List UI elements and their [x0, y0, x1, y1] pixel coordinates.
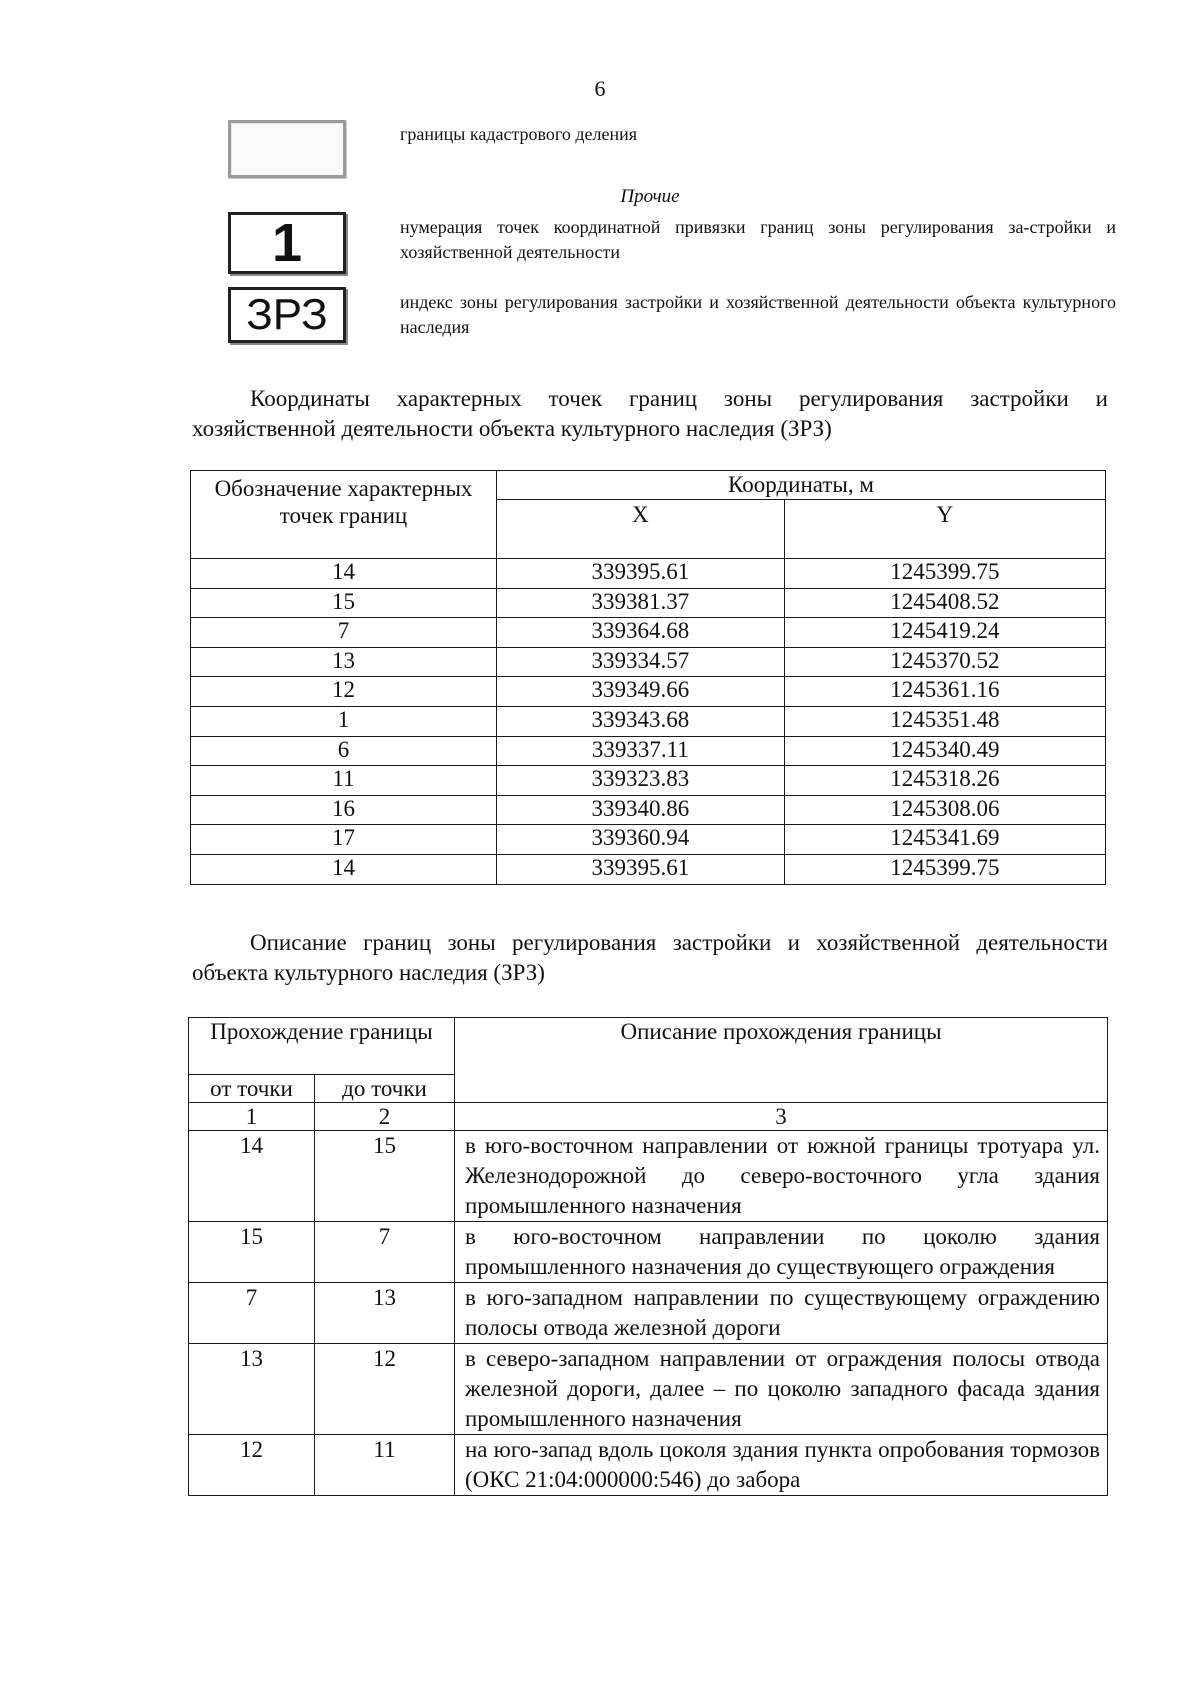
x-cell: 339360.94	[497, 825, 785, 855]
table-row	[191, 677, 1106, 707]
zone-index-icon: ЗРЗ	[228, 287, 346, 343]
table-row	[191, 854, 1106, 884]
col-point-header: Обозначение характерных точек границ	[191, 471, 497, 559]
table-row	[191, 766, 1106, 796]
x-cell: 339395.61	[497, 854, 785, 884]
point-cell: 7	[191, 618, 497, 648]
y-cell: 1245318.26	[784, 766, 1105, 796]
point-cell: 16	[191, 795, 497, 825]
description-cell: в юго-восточном направлении от южной границы тротуара ул. Железнодорожной до северо-восточного угла здания промышленного назначения	[455, 1131, 1108, 1222]
point-cell: 15	[191, 588, 497, 618]
col-x-header: X	[497, 500, 785, 559]
from-point-cell: 13	[189, 1344, 315, 1435]
col-desc-header: Описание прохождения границы	[455, 1018, 1108, 1103]
col-to-header: до точки	[315, 1075, 455, 1103]
to-point-cell: 15	[315, 1131, 455, 1222]
table-row	[189, 1283, 1108, 1344]
to-point-cell: 12	[315, 1344, 455, 1435]
col-num-1: 1	[189, 1103, 315, 1131]
to-point-cell: 11	[315, 1435, 455, 1496]
x-cell: 339364.68	[497, 618, 785, 648]
description-cell: на юго-запад вдоль цоколя здания пункта опробования тормозов (ОКС 21:04:000000:546) до забора	[455, 1435, 1108, 1496]
table-row	[191, 736, 1106, 766]
from-point-cell: 12	[189, 1435, 315, 1496]
table-row	[189, 1131, 1108, 1222]
col-num-2: 2	[315, 1103, 455, 1131]
table-row	[189, 1222, 1108, 1283]
y-cell: 1245408.52	[784, 588, 1105, 618]
from-point-cell: 14	[189, 1131, 315, 1222]
x-cell: 339381.37	[497, 588, 785, 618]
table-row	[191, 647, 1106, 677]
y-cell: 1245399.75	[784, 854, 1105, 884]
x-cell: 339323.83	[497, 766, 785, 796]
y-cell: 1245341.69	[784, 825, 1105, 855]
point-cell: 12	[191, 677, 497, 707]
table-row	[189, 1435, 1108, 1496]
point-cell: 1	[191, 706, 497, 736]
description-cell: в юго-западном направлении по существующему ограждению полосы отвода железной дороги	[455, 1283, 1108, 1344]
page-number: 6	[594, 76, 606, 101]
x-cell: 339340.86	[497, 795, 785, 825]
x-cell: 339395.61	[497, 559, 785, 589]
table-row	[191, 588, 1106, 618]
col-coords-header: Координаты, м	[497, 471, 1106, 500]
point-cell: 14	[191, 854, 497, 884]
coords-heading: Координаты характерных точек границ зоны регулирования застройки и хозяйственной деятельности объекта культурного наследия (ЗРЗ)	[192, 386, 1108, 441]
table-row	[191, 559, 1106, 589]
y-cell: 1245308.06	[784, 795, 1105, 825]
x-cell: 339349.66	[497, 677, 785, 707]
x-cell: 339343.68	[497, 706, 785, 736]
y-cell: 1245340.49	[784, 736, 1105, 766]
legend-section-other: Прочие	[620, 186, 680, 207]
description-heading: Описание границ зоны регулирования застройки и хозяйственной деятельности объекта культурного наследия (ЗРЗ)	[192, 930, 1108, 985]
point-cell: 17	[191, 825, 497, 855]
col-num-3: 3	[455, 1103, 1108, 1131]
table-row	[191, 825, 1106, 855]
from-point-cell: 15	[189, 1222, 315, 1283]
point-number-icon: 1	[228, 212, 346, 274]
legend-index-label: индекс зоны регулирования застройки и хозяйственной деятельности объекта культурного наследия	[400, 292, 1116, 337]
table-row	[191, 795, 1106, 825]
from-point-cell: 7	[189, 1283, 315, 1344]
point-cell: 6	[191, 736, 497, 766]
y-cell: 1245419.24	[784, 618, 1105, 648]
coordinates-table	[190, 470, 1106, 885]
point-cell: 11	[191, 766, 497, 796]
description-cell: в юго-восточном направлении по цоколю здания промышленного назначения до существующего ограждения	[455, 1222, 1108, 1283]
to-point-cell: 7	[315, 1222, 455, 1283]
description-cell: в северо-западном направлении от ограждения полосы отвода железной дороги, далее – по цоколю западного фасада здания промышленного назначения	[455, 1344, 1108, 1435]
point-cell: 14	[191, 559, 497, 589]
legend-cadastral-label: границы кадастрового деления	[400, 124, 638, 144]
col-from-header: от точки	[189, 1075, 315, 1103]
description-table	[188, 1017, 1108, 1496]
x-cell: 339337.11	[497, 736, 785, 766]
legend-numbering-label: нумерация точек координатной привязки границ зоны регулирования за-стройки и хозяйственной деятельности	[400, 217, 1116, 262]
y-cell: 1245370.52	[784, 647, 1105, 677]
y-cell: 1245399.75	[784, 559, 1105, 589]
cadastral-boundary-icon	[228, 120, 346, 178]
table-row	[189, 1344, 1108, 1435]
table-row	[191, 618, 1106, 648]
y-cell: 1245361.16	[784, 677, 1105, 707]
table-row	[191, 706, 1106, 736]
col-y-header: Y	[784, 500, 1105, 559]
point-cell: 13	[191, 647, 497, 677]
col-passage-header: Прохождение границы	[189, 1018, 455, 1075]
x-cell: 339334.57	[497, 647, 785, 677]
y-cell: 1245351.48	[784, 706, 1105, 736]
to-point-cell: 13	[315, 1283, 455, 1344]
